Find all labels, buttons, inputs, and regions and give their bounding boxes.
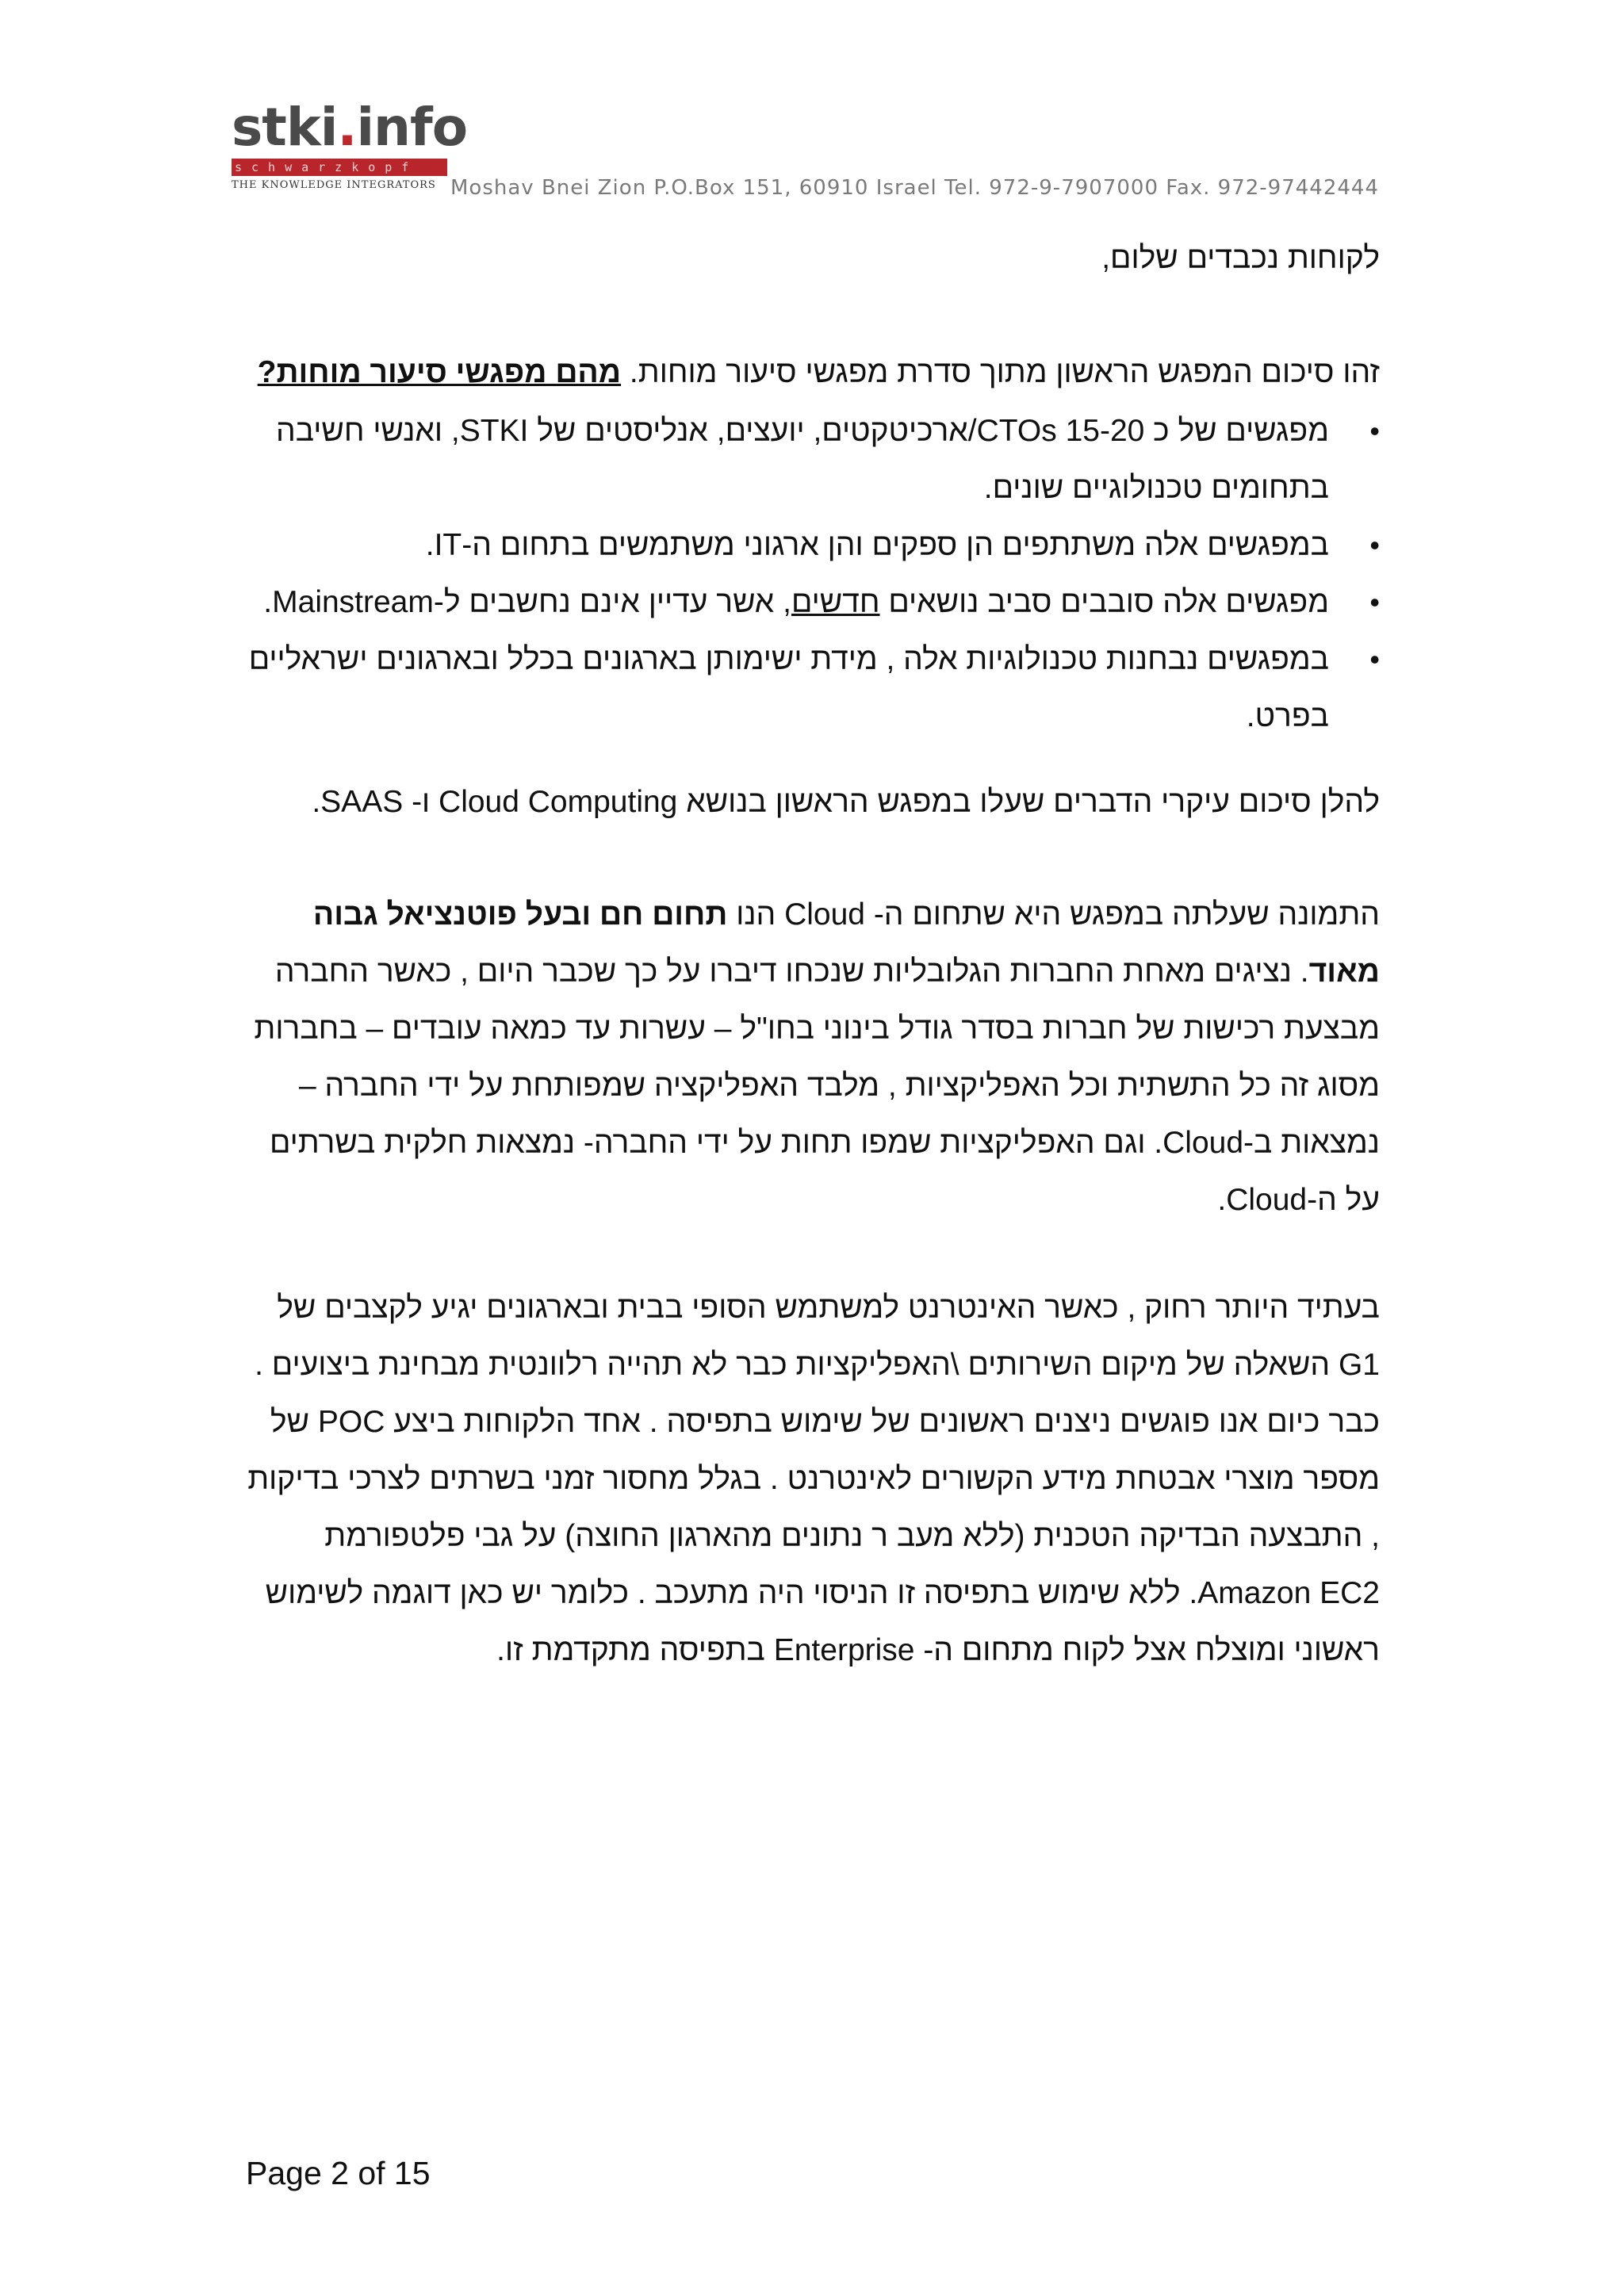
intro-text	[246, 344, 1380, 401]
company-logo	[232, 97, 468, 191]
logo-tagline: THE KNOWLEDGE INTEGRATORS	[232, 179, 436, 191]
bullet-text: , אשר עדיין אינם נחשבים ל-Mainstream.	[263, 585, 791, 619]
logo-wordmark: stki.info	[232, 97, 468, 158]
summary-paragraph	[246, 774, 1380, 831]
intro-lead: זהו סיכום המפגש הראשון מתוך סדרת מפגשי סיעור מוחות.	[621, 355, 1380, 389]
cloud-paragraph-emphasis: תחום חם ובעל פוטנציאל גבוה מאוד	[312, 897, 1380, 989]
logo-brand-bar: schwarzkopf	[232, 159, 447, 176]
intro-question: מהם מפגשי סיעור מוחות?	[257, 355, 622, 389]
page-number: Page 2 of 15	[246, 2155, 431, 2191]
bullet-text: מפגשים אלה סובבים סביב נושאים	[879, 585, 1329, 619]
meeting-bullet-list	[246, 403, 1380, 745]
bullet-emphasis: חדשים	[791, 585, 880, 619]
future-paragraph-text: בעתיד היותר רחוק , כאשר האינטרנט למשתמש הסופי בבית ובארגונים יגיע לקצבים של G1 השאלה של מיקום השירותים \האפליקציות כבר לא תהייה רלוונטית מבחינת ביצועים . כבר כיום אנו פוגשים ניצנים ראשונים של שימוש בתפיסה . אחד הלקוחות ביצע POC של מספר מוצרי אבטחת מידע הקשורים לאינטרנט . בגלל מחסור זמני בשרתים לצרכי בדיקות , התבצעה הבדיקה הטכנית (ללא מעב ר נתונים מהארגון החוצה) על גבי פלטפורמת Amazon EC2. ללא שימוש בתפיסה זו הניסוי היה מתעכב . כלומר יש כאן דוגמה לשימוש ראשוני ומוצלח אצל לקוח מתחום ה- Enterprise בתפיסה מתקדמת זו.	[247, 1291, 1380, 1667]
list-item: • מפגשים של כ 15-20 CTOs/ארכיטקטים, יועצים, אנליסטים של STKI, ואנשי חשיבה בתחומים טכנולוגיים שונים.	[246, 403, 1380, 517]
future-paragraph	[246, 1280, 1380, 1679]
intro-paragraph	[246, 344, 1380, 401]
greeting-text: לקוחות נכבדים שלום,	[1101, 241, 1380, 275]
company-address: Moshav Bnei Zion P.O.Box 151, 60910 Israel Tel. 972-9-7907000 Fax. 972-97442444	[450, 176, 1380, 200]
cloud-paragraph	[246, 886, 1380, 1229]
greeting	[246, 230, 1380, 287]
list-item: • במפגשים נבחנות טכנולוגיות אלה , מידת ישימותן בארגונים בכלל ובארגונים ישראליים בפרט.	[246, 631, 1380, 745]
list-item	[246, 574, 1380, 631]
summary-text: להלן סיכום עיקרי הדברים שעלו במפגש הראשון בנושא Cloud Computing ו- SAAS.	[312, 785, 1380, 819]
list-item: • במפגשים אלה משתתפים הן ספקים והן ארגוני משתמשים בתחום ה-IT.	[246, 517, 1380, 574]
cloud-paragraph-body: . נציגים מאחת החברות הגלובליות שנכחו דיברו על כך שכבר היום , כאשר החברה מבצעת רכישות של חברות בסדר גודל בינוני בחו"ל – עשרות עד כמאה עובדים – בחברות מסוג זה כל התשתית וכל האפליקציות , מלבד האפליקציה שמפותחת על ידי החברה – נמצאות ב-Cloud. וגם האפליקציות שמפו תחות על ידי החברה- נמצאות חלקית בשרתים על ה-Cloud.	[254, 955, 1380, 1217]
cloud-paragraph-lead: התמונה שעלתה במפגש היא שתחום ה- Cloud הנו	[727, 897, 1380, 932]
cloud-paragraph-text	[246, 886, 1380, 1229]
